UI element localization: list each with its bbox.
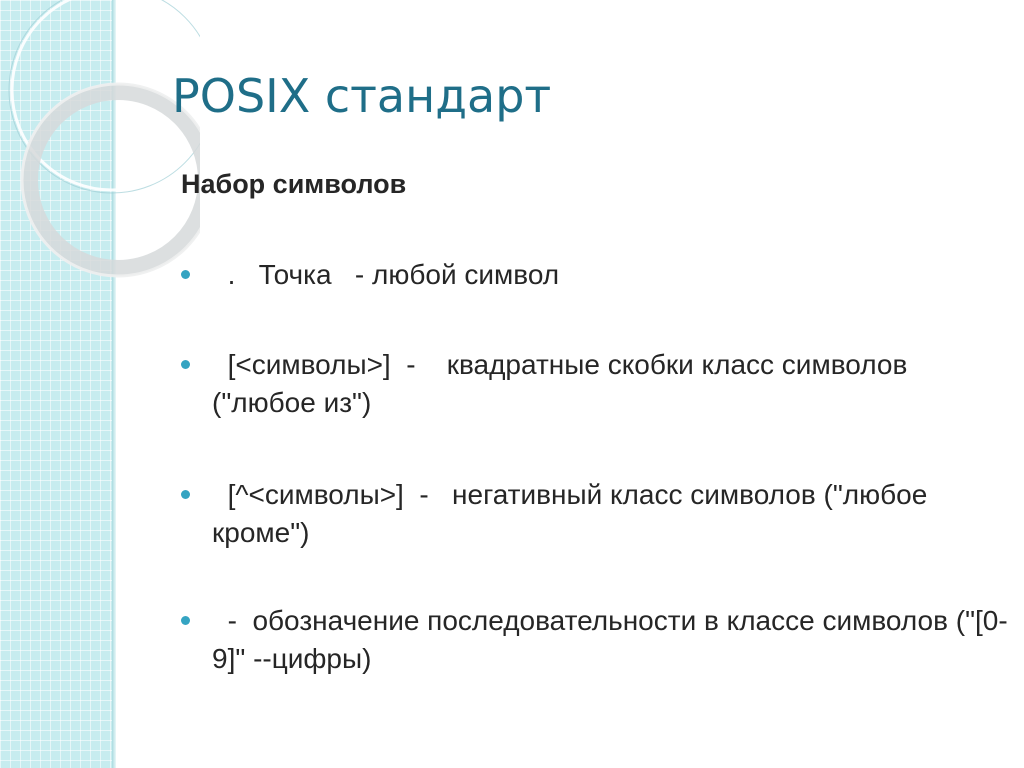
bullet-item-negated-class	[181, 476, 1011, 552]
bullet-icon	[181, 360, 190, 369]
bullet-icon	[181, 490, 190, 499]
slide-title: POSIX стандарт	[172, 69, 552, 123]
bullet-icon	[181, 270, 190, 279]
bullet-icon	[181, 616, 190, 625]
slide-subtitle: Набор символов	[181, 169, 407, 199]
bullet-text: [^<символы>] - негативный класс символов ("любое кроме")	[212, 479, 936, 548]
bullet-item-dot	[181, 256, 1011, 294]
bullet-text: . Точка - любой символ	[212, 259, 560, 290]
bullet-item-range	[181, 602, 1011, 678]
bullet-text: [<символы>] - квадратные скобки класс символов ("любое из")	[212, 349, 916, 418]
bullet-item-brackets	[181, 346, 1011, 422]
bullet-text: - обозначение последовательности в классе символов ("[0-9]" --цифры)	[212, 605, 1008, 674]
decorative-rings-icon	[0, 0, 200, 300]
